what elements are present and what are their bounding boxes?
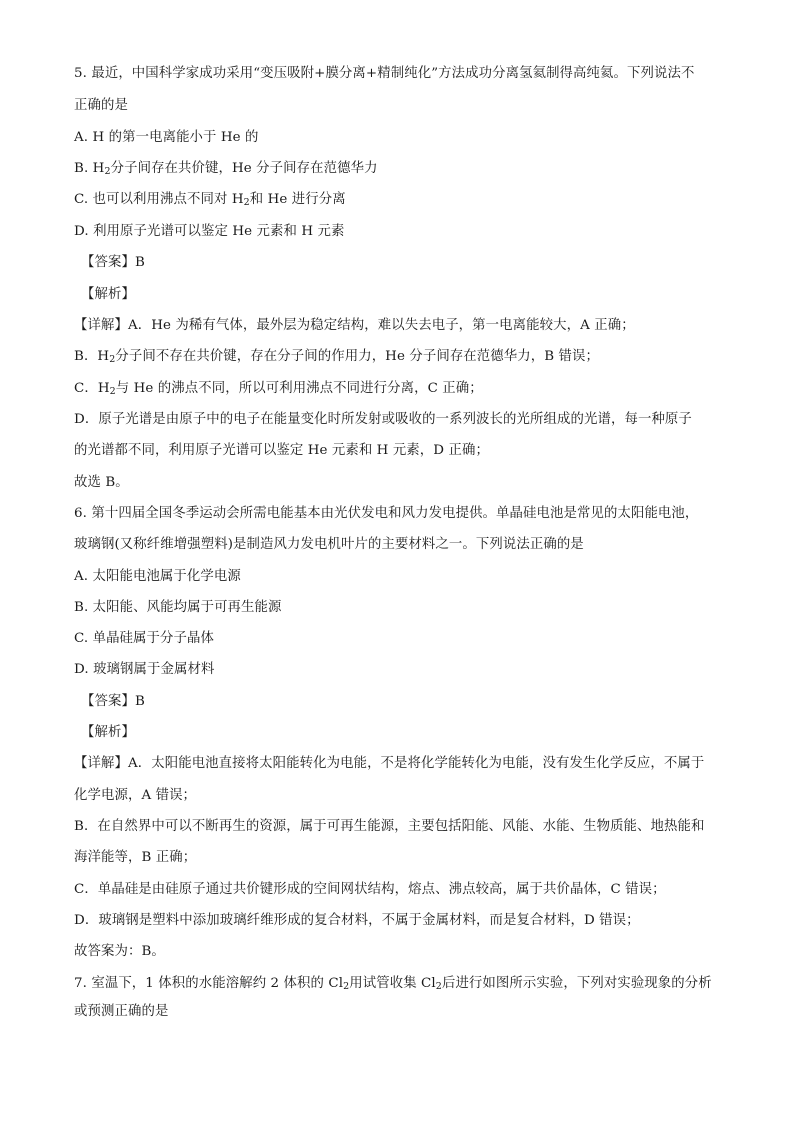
q5-explanation-2 <box>74 347 734 367</box>
q5-answer: 【答案】B <box>81 255 145 270</box>
q5-exp2-sub: 2 <box>109 354 116 365</box>
q5-exp3-pre: C．H <box>74 381 110 396</box>
q5-exp3-sub: 2 <box>109 386 116 397</box>
q7-stem-line-2: 或预测正确的是 <box>74 1004 169 1019</box>
q5-option-c <box>74 190 734 210</box>
q6-option-d: D. 玻璃钢属于金属材料 <box>74 662 215 677</box>
q6-conclusion: 故答案为：B。 <box>74 944 165 959</box>
q7-stem-sub-1: 2 <box>343 981 350 992</box>
q6-explanation-4: 海洋能等，B 正确； <box>74 850 197 865</box>
q5-stem-line-1: 5. 最近，中国科学家成功采用“变压吸附+膜分离+精制纯化”方法成功分离氢氦制得高纯氦。下列说法不 <box>74 66 695 81</box>
q5-analysis-heading: 【解析】 <box>81 287 135 302</box>
q6-explanation-6: D．玻璃钢是塑料中添加玻璃纤维形成的复合材料，不属于金属材料，而是复合材料，D 错误； <box>74 913 640 928</box>
q5-stem-line-2: 正确的是 <box>74 98 128 113</box>
q5-option-c-pre: C. 也可以利用沸点不同对 H <box>74 192 244 207</box>
q6-answer: 【答案】B <box>81 694 145 709</box>
q6-option-c: C. 单晶硅属于分子晶体 <box>74 631 214 646</box>
q5-option-c-post: 和 He 进行分离 <box>249 192 346 207</box>
q7-stem-post: 后进行如图所示实验，下列对实验现象的分析 <box>441 976 712 991</box>
q5-exp2-post: 分子间不存在共价键，存在分子间的作用力，He 分子间存在范德华力，B 错误； <box>115 349 600 364</box>
q7-stem-mid: 用试管收集 Cl <box>349 976 436 991</box>
q5-explanation-3 <box>74 379 734 399</box>
q6-explanation-3: B．在自然界中可以不断再生的资源，属于可再生能源，主要包括阳能、风能、水能、生物质能、地热能和 <box>74 819 705 834</box>
q5-explanation-1: 【详解】A．He 为稀有气体，最外层为稳定结构，难以失去电子，第一电离能较大，A 正确； <box>74 318 635 333</box>
q5-option-b <box>74 159 734 179</box>
q5-explanation-4: D．原子光谱是由原子中的电子在能量变化时所发射或吸收的一系列波长的光所组成的光谱，每一种原子 <box>74 412 692 427</box>
q5-option-b-pre: B. H <box>74 161 105 176</box>
q5-conclusion: 故选 B。 <box>74 475 129 490</box>
q6-explanation-5: C．单晶硅是由硅原子通过共价键形成的空间网状结构，熔点、沸点较高，属于共价晶体，C 错误； <box>74 882 666 897</box>
q6-analysis-heading: 【解析】 <box>81 725 135 740</box>
q7-stem-line-1 <box>74 974 734 994</box>
q6-stem-line-2: 玻璃钢(又称纤维增强塑料)是制造风力发电机叶片的主要材料之一。下列说法正确的是 <box>74 537 584 552</box>
q6-option-b: B. 太阳能、风能均属于可再生能源 <box>74 600 282 615</box>
q5-option-c-sub: 2 <box>243 197 250 208</box>
q7-stem-sub-2: 2 <box>435 981 442 992</box>
q6-option-a: A. 太阳能电池属于化学电源 <box>74 569 241 584</box>
q5-option-b-post: 分子间存在共价键，He 分子间存在范德华力 <box>110 161 378 176</box>
q6-explanation-1: 【详解】A．太阳能电池直接将太阳能转化为电能，不是将化学能转化为电能，没有发生化学反应，不属于 <box>74 756 705 771</box>
q5-option-a: A. H 的第一电离能小于 He 的 <box>74 130 259 145</box>
q5-exp2-pre: B．H <box>74 349 110 364</box>
q5-explanation-5: 的光谱都不同，利用原子光谱可以鉴定 He 元素和 H 元素，D 正确； <box>74 443 489 458</box>
q7-stem-pre: 7. 室温下，1 体积的水能溶解约 2 体积的 Cl <box>74 976 344 991</box>
q6-explanation-2: 化学电源，A 错误； <box>74 788 197 803</box>
q5-option-d: D. 利用原子光谱可以鉴定 He 元素和 H 元素 <box>74 224 345 239</box>
q5-exp3-post: 与 He 的沸点不同，所以可利用沸点不同进行分离，C 正确； <box>115 381 483 396</box>
q5-option-b-sub: 2 <box>104 166 111 177</box>
q6-stem-line-1: 6. 第十四届全国冬季运动会所需电能基本由光伏发电和风力发电提供。单晶硅电池是常见的太阳能电池， <box>74 506 699 521</box>
